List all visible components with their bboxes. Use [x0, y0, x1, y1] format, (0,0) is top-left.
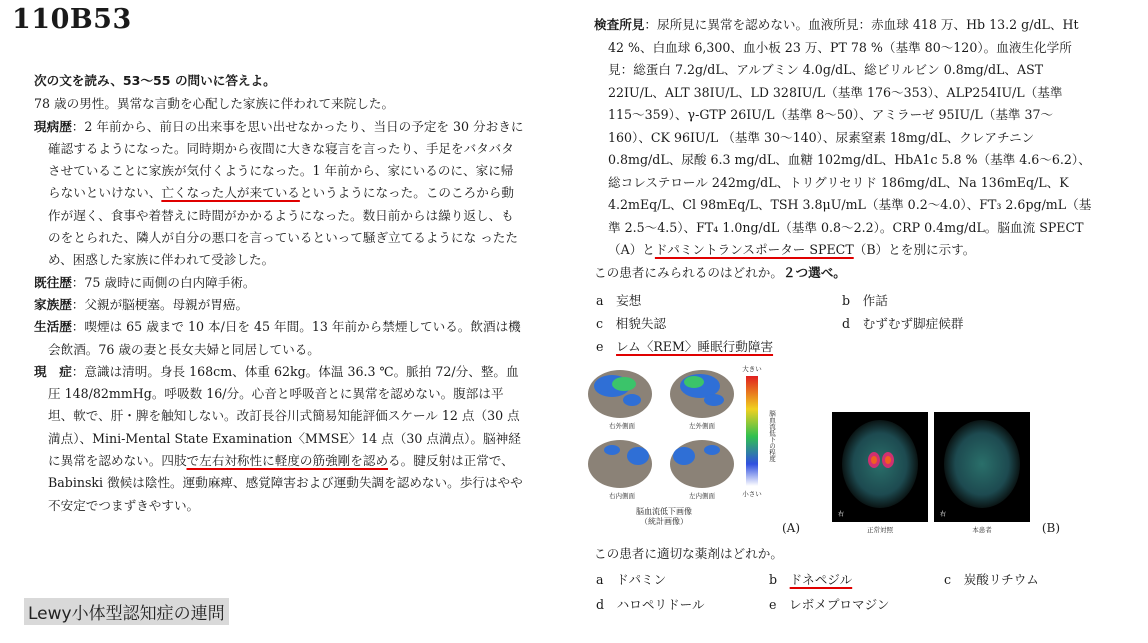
choice-key: a [596, 293, 604, 308]
present-label: 現 症 [34, 363, 72, 379]
choice-label: ハロペリドール [616, 597, 705, 612]
q54-choice-c[interactable] [944, 569, 1039, 588]
findings [594, 14, 1092, 284]
choice-key: b [769, 572, 778, 587]
question-id: 110B53 [12, 4, 132, 35]
present-underline: で左右対称性に軽度の筋強剛を認め [186, 453, 389, 469]
figure-b-letter: (B) [1041, 521, 1060, 535]
q54-choice-e[interactable] [769, 594, 889, 613]
question-53-bold: ２つ選べ。 [782, 264, 846, 280]
choice-key: e [769, 597, 777, 612]
history-label: 現病歴 [34, 118, 72, 134]
family-history-label: 家族歴 [34, 296, 72, 312]
findings-text-2: （B）とを別に示す。 [853, 242, 976, 257]
choice-label: むずむず脚症候群 [862, 316, 964, 331]
findings-text: ：尿所見に異常を認めない。血液所見：赤血球 418 万、Hb 13.2 g/dL、Ht 42 %、白血球 6,300、血小板 23 万、PT 78 %（基準 80〜120）。血液生化学所見：総蛋白 7.2g/dL、アルブミン 4.0g/dL、総ビリルビン 0.8mg/dL、AST 22IU/L、ALT 38IU/L、LD 328IU/L（基準 176〜353）、ALP254IU/L（基準 115〜359）、γ-GTP 26IU/L（基準 8〜50）、アミラーゼ 95IU/L（基準 37〜160）、CK 96IU/L （基準 30〜140）、尿素窒素 18mg/dL、クレアチニン 0.8mg/dL、尿酸 6.3 mg/dL、血糖 102mg/dL、HbA1c 5.8 %（基準 4.6〜6.2）、総コレステロール 242mg/dL、トリグリセリド 186mg/dL、Na 136mEq/L、K 4.2mEq/L、Cl 98mEq/L、TSH 3.8μU/mL（基準 0.2〜4.0）、FT₃ 2.6pg/mL（基準 2.5〜4.5）、FT₄ 1.0ng/dL（基準 0.8〜2.2）。CRP 0.4mg/dL。脳血流 SPECT（A）と [608, 17, 1092, 257]
choice-key: e [596, 339, 604, 354]
history-text-2: というようになった。このころから動作が遅く、食事や着替えに時間がかかるようになった。数日前からは繰り返し、ものをとられた、隣人が自分の悪口を言っているといって騒ぎ立てるようにな ったため、困惑した家族に伴われて受診した。 [48, 185, 518, 268]
life-history [34, 316, 524, 361]
brain-left-medial [670, 440, 734, 488]
q53-choice-d[interactable] [842, 313, 963, 332]
findings-label: 検査所見 [594, 17, 645, 32]
choice-label: 相貌失認 [615, 316, 667, 331]
history-text: ：2 年前から、前日の出来事を思い出せなかったり、当日の予定を 30 分おきに確認するようになった。同時期から夜間に大きな寝言を言ったり、手足をバタバタさせていることに家族が気付くようになった。1 年前から、家にいるのに、家に帰らないといけない、 [48, 118, 524, 201]
label-patient: 本患者 [972, 526, 992, 534]
scale-mid: 脳血流低下の程度 [768, 410, 776, 462]
case-text [34, 70, 524, 517]
lab-findings [594, 14, 1092, 262]
choice-label: レム〈REM〉睡眠行動障害 [616, 339, 774, 354]
choice-key: d [596, 597, 605, 612]
life-history-label: 生活歴 [34, 319, 72, 335]
label-left-medial: 左内側面 [689, 492, 715, 500]
history [34, 116, 524, 272]
choice-label: ドパミン [616, 572, 667, 587]
label-normal: 正常対照 [867, 526, 893, 534]
brain-right-lateral [588, 370, 652, 418]
choice-label: 炭酸リチウム [963, 572, 1039, 587]
caption-1: 脳血流低下画像 [636, 507, 692, 516]
q54-choice-a[interactable] [596, 569, 666, 588]
brain-right-medial [588, 440, 652, 488]
life-history-text: ：喫煙は 65 歳まで 10 本/日を 45 年間。13 年前から禁煙している。飲酒は機会飲酒。76 歳の妻と長女夫婦と同居している。 [48, 319, 521, 357]
family-history-text: ：父親が脳梗塞。母親が胃癌。 [71, 296, 249, 312]
label-left-lateral: 左外側面 [689, 422, 715, 430]
label-right-medial: 右内側面 [609, 492, 635, 500]
question-53 [594, 262, 1092, 285]
brain-left-lateral [670, 370, 734, 418]
past-history-text: ：75 歳時に両側の白内障手術。 [71, 274, 256, 290]
choice-key: b [842, 293, 851, 308]
q53-choice-a[interactable] [596, 290, 641, 309]
choice-label: ドネペジル [789, 572, 853, 587]
q54-choice-b[interactable] [769, 569, 852, 588]
colorbar [746, 376, 758, 486]
scale-top: 大きい [742, 365, 762, 373]
question-54: この患者に適切な薬剤はどれか。 [594, 546, 783, 561]
choice-key: a [596, 572, 604, 587]
choice-label: 作話 [862, 293, 888, 308]
label-right-lateral: 右外側面 [609, 422, 635, 430]
scale-bottom: 小さい [742, 490, 762, 498]
present-illness [34, 361, 524, 517]
side-label: 右 [838, 511, 845, 518]
choice-label: 妄想 [616, 293, 642, 308]
past-history [34, 272, 524, 294]
choice-key: d [842, 316, 851, 331]
choice-label: レボメプロマジン [789, 597, 890, 612]
choice-key: c [596, 316, 604, 331]
patient-line: 78 歳の男性。異常な言動を心配した家族に伴われて来院した。 [34, 96, 395, 112]
q53-choice-c[interactable] [596, 313, 666, 332]
topic-tag: Lewy小体型認知症の連問 [24, 598, 229, 625]
figure-b-dat-spect [832, 412, 1062, 538]
figure-a-letter: (A) [781, 521, 800, 535]
q53-choice-e[interactable] [596, 336, 773, 355]
q54-choice-d[interactable] [596, 594, 705, 613]
findings-underline: ドパミントランスポーター SPECT [654, 242, 854, 257]
present-text: ：意識は清明。身長 168cm、体重 62kg。体温 36.3 ℃。脈拍 72/分、整。血圧 148/82mmHg。呼吸数 16/分。心音と呼吸音とに異常を認めない。腹部は平坦、軟で、肝・脾を触知しない。改訂長谷川式簡易知能評価スケール 12 点（30 点満点）、Mini-Mental State Examination〈MMSE〉14 点（30 点満点）。脳神経に異常を認めない。四肢 [48, 363, 521, 469]
figure-a-brain-perfusion [582, 360, 800, 538]
intro: 次の文を読み、53〜55 の問いに答えよ。 [34, 73, 276, 88]
history-underline: 亡くなった人が来ている [161, 185, 300, 201]
present-text-2: る。腱反射は正常で、Babinski 徴候は陰性。運動麻痺、感覚障害および運動失調を認めない。歩行はやや不安定でつまずきやすい。 [48, 453, 523, 513]
question-53-text: この患者にみられるのはどれか。 [594, 264, 783, 280]
choice-key: c [944, 572, 952, 587]
past-history-label: 既往歴 [34, 274, 72, 290]
caption-2: （統計画像） [640, 517, 688, 526]
q53-choice-b[interactable] [842, 290, 888, 309]
family-history [34, 294, 524, 316]
side-label-2: 右 [940, 511, 947, 518]
